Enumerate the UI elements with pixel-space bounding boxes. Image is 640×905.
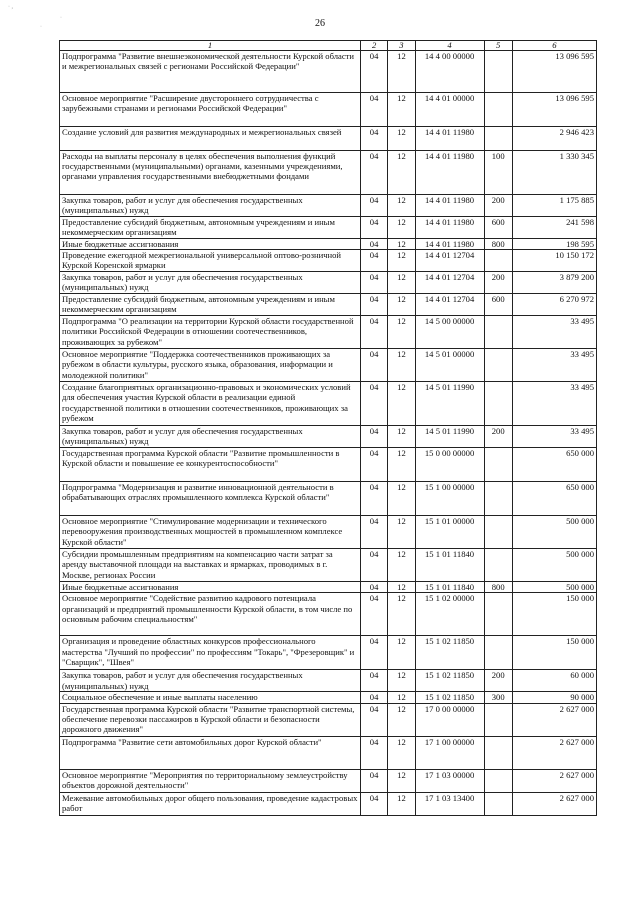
row-subsection-cell: 12	[388, 51, 415, 93]
table-row	[60, 670, 597, 692]
row-subsection-cell: 12	[388, 250, 415, 272]
column-header: 2	[360, 41, 387, 51]
row-name-cell: Основное мероприятие "Расширение двустороннего сотрудничества с зарубежными странами и регионами Российской Федерации"	[60, 93, 361, 127]
row-name-cell: Иные бюджетные ассигнования	[60, 582, 361, 593]
row-subsection-cell: 12	[388, 217, 415, 239]
table-row	[60, 51, 597, 93]
row-expense-type-cell	[484, 769, 512, 792]
row-section-cell: 04	[360, 670, 387, 692]
row-amount-cell: 198 595	[512, 239, 596, 250]
row-expense-type-cell	[484, 482, 512, 516]
row-target-article-cell: 15 1 01 00000	[415, 516, 484, 549]
row-subsection-cell: 12	[388, 349, 415, 382]
row-expense-type-cell	[484, 382, 512, 426]
row-amount-cell: 33 495	[512, 426, 596, 448]
table-row	[60, 349, 597, 382]
row-expense-type-cell	[484, 51, 512, 93]
row-expense-type-cell	[484, 250, 512, 272]
row-subsection-cell: 12	[388, 549, 415, 582]
column-header: 6	[512, 41, 596, 51]
row-expense-type-cell: 600	[484, 294, 512, 316]
table-row	[60, 582, 597, 593]
table-row	[60, 736, 597, 769]
table-row	[60, 482, 597, 516]
table-row	[60, 382, 597, 426]
row-target-article-cell: 17 1 03 00000	[415, 769, 484, 792]
column-header: 5	[484, 41, 512, 51]
row-subsection-cell: 12	[388, 272, 415, 294]
row-amount-cell: 650 000	[512, 448, 596, 482]
row-subsection-cell: 12	[388, 426, 415, 448]
row-section-cell: 04	[360, 448, 387, 482]
row-expense-type-cell	[484, 792, 512, 815]
row-subsection-cell: 12	[388, 703, 415, 736]
row-name-cell: Организация и проведение областных конкурсов профессионального мастерства "Лучший по профессии" по профессиям "Токарь", "Фрезеровщик" и "Сварщик", "Швея"	[60, 636, 361, 670]
row-name-cell: Межевание автомобильных дорог общего пользования, проведение кадастровых работ	[60, 792, 361, 815]
row-section-cell: 04	[360, 349, 387, 382]
row-expense-type-cell: 200	[484, 670, 512, 692]
row-amount-cell: 150 000	[512, 636, 596, 670]
row-amount-cell: 2 627 000	[512, 769, 596, 792]
row-amount-cell: 2 627 000	[512, 703, 596, 736]
row-expense-type-cell	[484, 516, 512, 549]
budget-table	[59, 40, 597, 816]
table-row	[60, 426, 597, 448]
row-target-article-cell: 14 4 01 11980	[415, 127, 484, 151]
row-expense-type-cell	[484, 316, 512, 349]
table-row	[60, 195, 597, 217]
row-target-article-cell: 14 4 01 12704	[415, 294, 484, 316]
row-section-cell: 04	[360, 239, 387, 250]
table-row	[60, 692, 597, 703]
row-expense-type-cell: 200	[484, 426, 512, 448]
table-row	[60, 127, 597, 151]
row-subsection-cell: 12	[388, 736, 415, 769]
row-section-cell: 04	[360, 127, 387, 151]
row-expense-type-cell	[484, 549, 512, 582]
row-subsection-cell: 12	[388, 127, 415, 151]
table-row	[60, 217, 597, 239]
table-row	[60, 549, 597, 582]
row-amount-cell: 60 000	[512, 670, 596, 692]
scan-mark: · ,	[8, 4, 13, 10]
row-target-article-cell: 15 1 01 11840	[415, 549, 484, 582]
row-section-cell: 04	[360, 703, 387, 736]
table-row	[60, 703, 597, 736]
row-name-cell: Создание благоприятных организационно-правовых и экономических условий для обеспечения участия Курской области в реализации единой государственной политики в отношении соотечественников, проживающих за рубежом	[60, 382, 361, 426]
row-amount-cell: 33 495	[512, 382, 596, 426]
row-amount-cell: 10 150 172	[512, 250, 596, 272]
row-expense-type-cell	[484, 736, 512, 769]
row-expense-type-cell	[484, 448, 512, 482]
row-target-article-cell: 15 1 02 11850	[415, 636, 484, 670]
header-row	[60, 41, 597, 51]
row-expense-type-cell	[484, 593, 512, 636]
row-section-cell: 04	[360, 516, 387, 549]
row-section-cell: 04	[360, 250, 387, 272]
row-section-cell: 04	[360, 217, 387, 239]
row-subsection-cell: 12	[388, 516, 415, 549]
row-amount-cell: 13 096 595	[512, 51, 596, 93]
row-section-cell: 04	[360, 482, 387, 516]
row-subsection-cell: 12	[388, 692, 415, 703]
row-section-cell: 04	[360, 692, 387, 703]
row-expense-type-cell: 800	[484, 239, 512, 250]
row-target-article-cell: 17 1 00 00000	[415, 736, 484, 769]
row-expense-type-cell: 600	[484, 217, 512, 239]
row-name-cell: Подпрограмма "Развитие сети автомобильных дорог Курской области"	[60, 736, 361, 769]
table-row	[60, 294, 597, 316]
row-target-article-cell: 14 4 01 12704	[415, 250, 484, 272]
row-amount-cell: 90 000	[512, 692, 596, 703]
row-amount-cell: 500 000	[512, 582, 596, 593]
row-name-cell: Расходы на выплаты персоналу в целях обеспечения выполнения функций государственными (муниципальными) органами, казенными учреждениями, органами управления государственными внебюджетными фондами	[60, 151, 361, 195]
row-name-cell: Государственная программа Курской области "Развитие транспортной системы, обеспечение перевозки пассажиров в Курской области и безопасности дорожного движения"	[60, 703, 361, 736]
row-amount-cell: 2 946 423	[512, 127, 596, 151]
row-expense-type-cell: 300	[484, 692, 512, 703]
row-section-cell: 04	[360, 582, 387, 593]
row-target-article-cell: 14 5 01 11990	[415, 426, 484, 448]
row-subsection-cell: 12	[388, 482, 415, 516]
row-expense-type-cell	[484, 703, 512, 736]
table-row	[60, 272, 597, 294]
row-subsection-cell: 12	[388, 670, 415, 692]
row-section-cell: 04	[360, 151, 387, 195]
row-target-article-cell: 15 0 00 00000	[415, 448, 484, 482]
row-amount-cell: 33 495	[512, 349, 596, 382]
row-target-article-cell: 14 4 00 00000	[415, 51, 484, 93]
row-expense-type-cell	[484, 93, 512, 127]
row-subsection-cell: 12	[388, 769, 415, 792]
row-target-article-cell: 14 5 00 00000	[415, 316, 484, 349]
table-row	[60, 636, 597, 670]
row-name-cell: Подпрограмма "Развитие внешнеэкономической деятельности Курской области и межрегиональных связей с регионами Российской Федерации"	[60, 51, 361, 93]
row-name-cell: Основное мероприятие "Содействие развитию кадрового потенциала организаций и предприятий промышленности Курской области, в том числе по основным рабочим специальностям"	[60, 593, 361, 636]
row-name-cell: Основное мероприятие "Мероприятия по территориальному землеустройству объектов дорожной деятельности"	[60, 769, 361, 792]
row-target-article-cell: 14 4 01 00000	[415, 93, 484, 127]
row-target-article-cell: 15 1 01 11840	[415, 582, 484, 593]
row-section-cell: 04	[360, 93, 387, 127]
column-header: 1	[60, 41, 361, 51]
row-name-cell: Предоставление субсидий бюджетным, автономным учреждениям и иным некоммерческим организациям	[60, 217, 361, 239]
row-name-cell: Основное мероприятие "Стимулирование модернизации и технического перевооружения производственных мощностей в промышленном комплексе Курской области"	[60, 516, 361, 549]
row-name-cell: Закупка товаров, работ и услуг для обеспечения государственных (муниципальных) нужд	[60, 272, 361, 294]
row-subsection-cell: 12	[388, 93, 415, 127]
row-amount-cell: 2 627 000	[512, 736, 596, 769]
row-subsection-cell: 12	[388, 593, 415, 636]
row-section-cell: 04	[360, 316, 387, 349]
row-subsection-cell: 12	[388, 151, 415, 195]
table-row	[60, 516, 597, 549]
row-subsection-cell: 12	[388, 239, 415, 250]
row-subsection-cell: 12	[388, 316, 415, 349]
row-name-cell: Основное мероприятие "Поддержка соотечественников проживающих за рубежом в области культуры, русского языка, образования, информации и молодежной политики"	[60, 349, 361, 382]
row-amount-cell: 500 000	[512, 516, 596, 549]
row-amount-cell: 2 627 000	[512, 792, 596, 815]
row-section-cell: 04	[360, 769, 387, 792]
row-target-article-cell: 15 1 02 11850	[415, 692, 484, 703]
row-subsection-cell: 12	[388, 294, 415, 316]
row-amount-cell: 6 270 972	[512, 294, 596, 316]
row-expense-type-cell	[484, 127, 512, 151]
row-subsection-cell: 12	[388, 636, 415, 670]
row-section-cell: 04	[360, 736, 387, 769]
row-amount-cell: 13 096 595	[512, 93, 596, 127]
row-name-cell: Проведение ежегодной межрегиональной универсальной оптово-розничной Курской Коренской ярмарки	[60, 250, 361, 272]
row-expense-type-cell: 200	[484, 195, 512, 217]
row-section-cell: 04	[360, 294, 387, 316]
row-amount-cell: 33 495	[512, 316, 596, 349]
row-section-cell: 04	[360, 272, 387, 294]
row-section-cell: 04	[360, 426, 387, 448]
row-target-article-cell: 14 4 01 11980	[415, 151, 484, 195]
row-expense-type-cell: 800	[484, 582, 512, 593]
row-amount-cell: 150 000	[512, 593, 596, 636]
row-target-article-cell: 17 0 00 00000	[415, 703, 484, 736]
row-name-cell: Иные бюджетные ассигнования	[60, 239, 361, 250]
row-amount-cell: 1 330 345	[512, 151, 596, 195]
row-name-cell: Подпрограмма "О реализации на территории Курской области государственной политики Российской Федерации в отношении соотечественников, проживающих за рубежом"	[60, 316, 361, 349]
row-amount-cell: 3 879 200	[512, 272, 596, 294]
row-section-cell: 04	[360, 593, 387, 636]
row-target-article-cell: 14 4 01 11980	[415, 217, 484, 239]
row-name-cell: Социальное обеспечение и иные выплаты населению	[60, 692, 361, 703]
row-name-cell: Субсидии промышленным предприятиям на компенсацию части затрат за аренду выставочной площади на выставках и ярмарках, проводимых в г. Москве, регионах России	[60, 549, 361, 582]
table-row	[60, 593, 597, 636]
row-section-cell: 04	[360, 51, 387, 93]
table-row	[60, 239, 597, 250]
row-target-article-cell: 15 1 00 00000	[415, 482, 484, 516]
row-target-article-cell: 14 5 01 00000	[415, 349, 484, 382]
row-name-cell: Подпрограмма "Модернизация и развитие инновационной деятельности в обрабатывающих отраслях промышленного комплекса Курской области"	[60, 482, 361, 516]
row-target-article-cell: 15 1 02 00000	[415, 593, 484, 636]
table-row	[60, 93, 597, 127]
row-target-article-cell: 17 1 03 13400	[415, 792, 484, 815]
row-section-cell: 04	[360, 549, 387, 582]
table-row	[60, 250, 597, 272]
row-name-cell: Создание условий для развития международных и межрегиональных связей	[60, 127, 361, 151]
row-expense-type-cell: 200	[484, 272, 512, 294]
row-target-article-cell: 15 1 02 11850	[415, 670, 484, 692]
row-target-article-cell: 14 4 01 11980	[415, 239, 484, 250]
row-section-cell: 04	[360, 195, 387, 217]
row-amount-cell: 650 000	[512, 482, 596, 516]
page-number: 26	[315, 18, 325, 29]
column-header: 3	[388, 41, 415, 51]
row-subsection-cell: 12	[388, 448, 415, 482]
scan-mark: ·	[40, 24, 42, 30]
table-row	[60, 769, 597, 792]
table-row	[60, 151, 597, 195]
row-name-cell: Закупка товаров, работ и услуг для обеспечения государственных (муниципальных) нужд	[60, 426, 361, 448]
table-row	[60, 792, 597, 815]
column-header: 4	[415, 41, 484, 51]
scan-mark: ·	[60, 15, 62, 21]
row-subsection-cell: 12	[388, 582, 415, 593]
row-section-cell: 04	[360, 792, 387, 815]
row-section-cell: 04	[360, 382, 387, 426]
row-name-cell: Государственная программа Курской области "Развитие промышленности в Курской области и повышение ее конкурентоспособности"	[60, 448, 361, 482]
row-name-cell: Предоставление субсидий бюджетным, автономным учреждениям и иным некоммерческим организациям	[60, 294, 361, 316]
table-row	[60, 316, 597, 349]
row-expense-type-cell: 100	[484, 151, 512, 195]
row-target-article-cell: 14 4 01 12704	[415, 272, 484, 294]
table-row	[60, 448, 597, 482]
row-name-cell: Закупка товаров, работ и услуг для обеспечения государственных (муниципальных) нужд	[60, 670, 361, 692]
row-target-article-cell: 14 4 01 11980	[415, 195, 484, 217]
row-subsection-cell: 12	[388, 382, 415, 426]
row-amount-cell: 1 175 885	[512, 195, 596, 217]
row-expense-type-cell	[484, 349, 512, 382]
row-subsection-cell: 12	[388, 792, 415, 815]
row-name-cell: Закупка товаров, работ и услуг для обеспечения государственных (муниципальных) нужд	[60, 195, 361, 217]
row-expense-type-cell	[484, 636, 512, 670]
row-amount-cell: 241 598	[512, 217, 596, 239]
row-target-article-cell: 14 5 01 11990	[415, 382, 484, 426]
row-subsection-cell: 12	[388, 195, 415, 217]
row-amount-cell: 500 000	[512, 549, 596, 582]
row-section-cell: 04	[360, 636, 387, 670]
